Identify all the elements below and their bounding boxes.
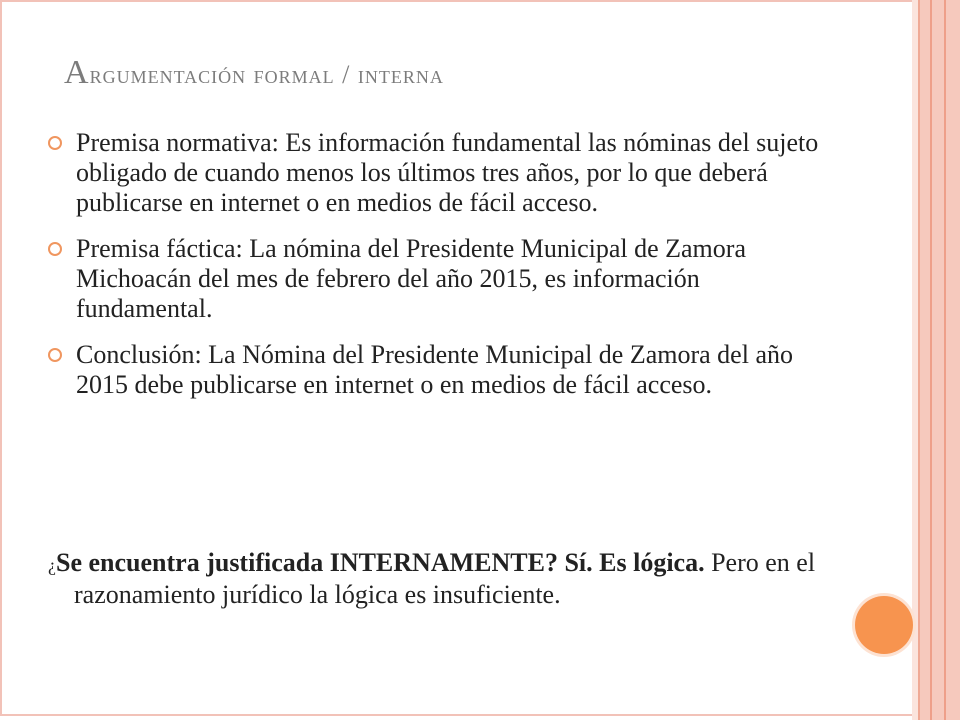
bullet-list — [48, 128, 838, 416]
bullet-item — [48, 234, 838, 324]
side-line — [944, 0, 946, 720]
slide-title — [64, 54, 444, 92]
side-decorative-band — [918, 0, 960, 720]
bullet-marker-icon — [48, 348, 62, 362]
bullet-item — [48, 128, 838, 218]
bullet-text: Conclusión: La Nómina del Presidente Municipal de Zamora del año 2015 debe publicarse en internet o en medios de fácil acceso. — [76, 340, 793, 399]
title-initial: A — [64, 54, 90, 91]
question-rest: Pero en el razonamiento jurídico la lógica es insuficiente. — [74, 548, 816, 609]
side-line — [930, 0, 932, 720]
bullet-item — [48, 340, 838, 400]
question-bold: Se encuentra justificada INTERNAMENTE? — [56, 548, 558, 577]
title-rest: rgumentación formal / interna — [89, 60, 444, 89]
bullet-text: Premisa normativa: Es información fundamental las nóminas del sujeto obligado de cuando menos los últimos tres años, por lo que deberá publicarse en internet o en medios de fácil acceso. — [76, 128, 819, 217]
bullet-marker-icon — [48, 242, 62, 256]
closing-question — [48, 548, 864, 610]
inverted-question-mark: ¿ — [48, 555, 56, 575]
bullet-text: Premisa fáctica: La nómina del Presidente Municipal de Zamora Michoacán del mes de febrero del año 2015, es información fundamental. — [76, 234, 746, 323]
bullet-marker-icon — [48, 136, 62, 150]
answer-bold: Sí. Es lógica. — [564, 548, 705, 577]
